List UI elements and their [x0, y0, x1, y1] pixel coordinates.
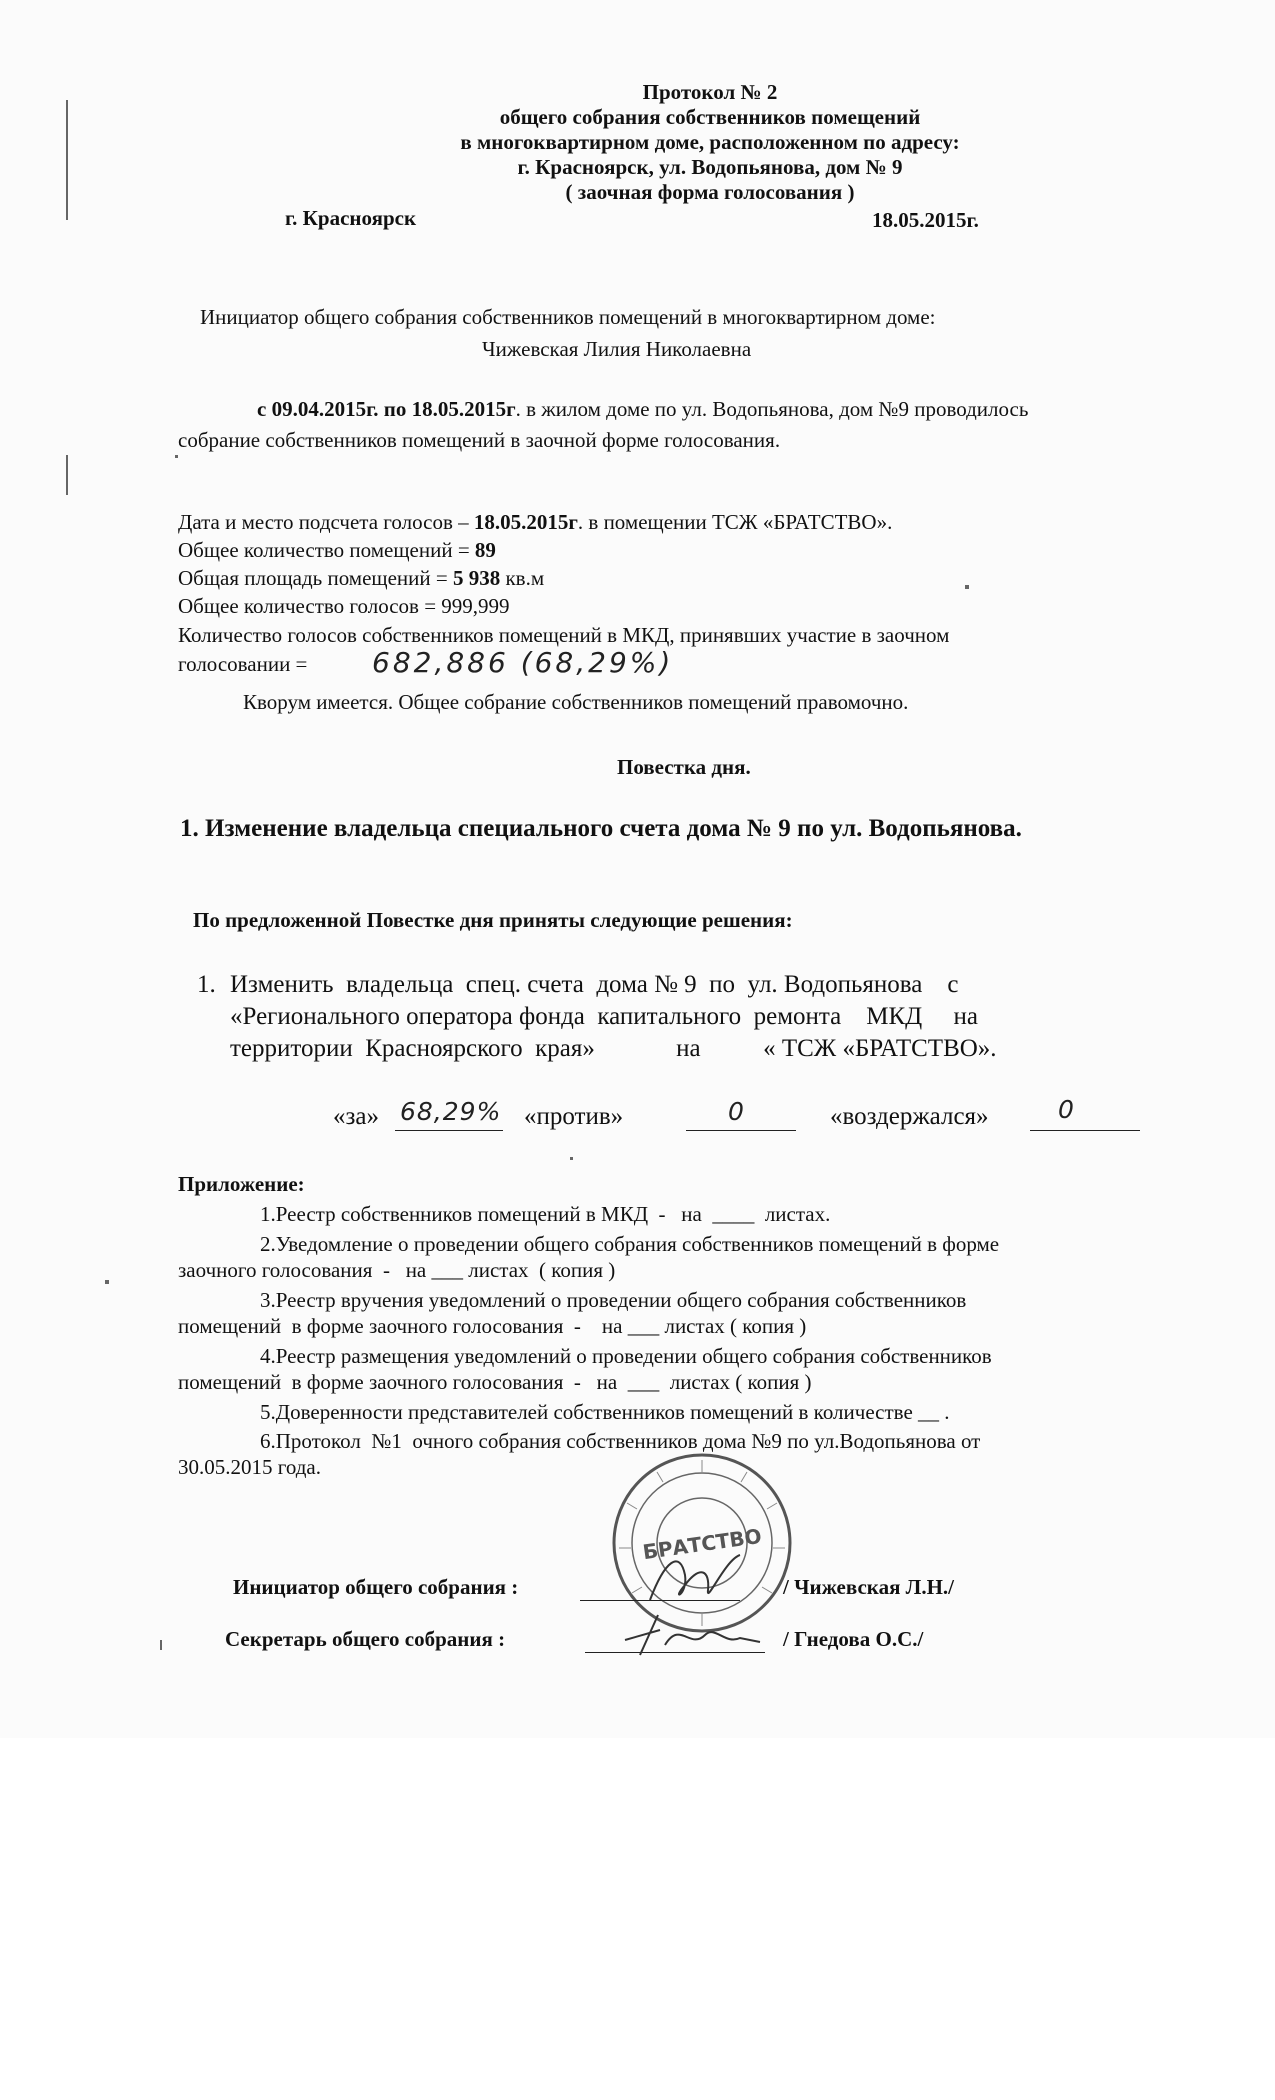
scan-edge-mark: [66, 455, 68, 495]
appendix-item: 3.Реестр вручения уведомлений о проведении общего собрания собственников: [260, 1288, 967, 1312]
appendix-item: 1.Реестр собственников помещений в МКД - на ____ листах.: [260, 1202, 831, 1226]
total-area: Общая площадь помещений = 5 938 кв.м: [178, 566, 545, 590]
count-date-place: Дата и место подсчета голосов – 18.05.2015г. в помещении ТСЖ «БРАТСТВО».: [178, 510, 893, 534]
appendix-item: 5.Доверенности представителей собственников помещений в количестве __ .: [260, 1400, 950, 1424]
appendix-item: 2.Уведомление о проведении общего собрания собственников помещений в форме: [260, 1232, 1000, 1256]
initiator-name: Чижевская Лилия Николаевна: [482, 337, 752, 361]
vote-against-value: 0: [728, 1097, 747, 1126]
secretary-sign-name: / Гнедова О.С./: [783, 1627, 924, 1651]
appendix-item-cont: помещений в форме заочного голосования - на ___ листах ( копия ): [178, 1370, 812, 1394]
vote-abstain-line: [1030, 1130, 1140, 1131]
voting-form: ( заочная форма голосования ): [565, 180, 855, 204]
vote-for-label: «за»: [333, 1103, 379, 1130]
vote-for-line: [395, 1130, 503, 1131]
appendix-item-cont: заочного голосования - на ___ листах ( копия ): [178, 1258, 616, 1282]
scan-speck: [965, 585, 969, 589]
agenda-item: 1. Изменение владельца специального счета дома № 9 по ул. Водопьянова.: [180, 815, 1022, 842]
protocol-subtitle: общего собрания собственников помещений: [499, 105, 921, 129]
vote-for-value: 68,29%: [400, 1097, 502, 1126]
protocol-address: г. Красноярск, ул. Водопьянова, дом № 9: [517, 155, 903, 179]
decision-line: территории Красноярского края» на « ТСЖ «БРАТСТВО».: [230, 1035, 997, 1062]
participated-handwritten: 682,886 (68,29%): [372, 646, 674, 679]
quorum-statement: Кворум имеется. Общее собрание собственников помещений правомочно.: [243, 690, 909, 714]
scan-speck: [570, 1157, 573, 1160]
secretary-signature-icon: [620, 1610, 770, 1660]
agenda-title: Повестка дня.: [617, 755, 751, 779]
secretary-sign-label: Секретарь общего собрания :: [225, 1627, 506, 1651]
meeting-period-cont: собрание собственников помещений в заочной форме голосования.: [178, 428, 781, 452]
total-votes: Общее количество голосов = 999,999: [178, 594, 510, 618]
appendix-item: 4.Реестр размещения уведомлений о проведении общего собрания собственников: [260, 1344, 992, 1368]
initiator-signature-icon: [640, 1540, 750, 1615]
appendix-item: 6.Протокол №1 очного собрания собственников дома №9 по ул.Водопьянова от: [260, 1429, 981, 1453]
initiator-sign-name: / Чижевская Л.Н./: [783, 1575, 954, 1599]
participated-votes-cont: голосовании =: [178, 652, 308, 676]
scan-speck: [175, 455, 178, 458]
stamp-text: БРАТСТВО: [641, 1523, 764, 1565]
decisions-title: По предложенной Повестке дня приняты следующие решения:: [193, 908, 793, 932]
header-date: 18.05.2015г.: [872, 208, 979, 232]
decision-number: 1.: [197, 971, 216, 998]
meeting-period: с 09.04.2015г. по 18.05.2015г. в жилом доме по ул. Водопьянова, дом №9 проводилось: [257, 397, 1029, 421]
initiator-line: Инициатор общего собрания собственников помещений в многоквартирном доме:: [200, 305, 936, 329]
vote-abstain-value: 0: [1058, 1095, 1077, 1124]
initiator-sign-label: Инициатор общего собрания :: [233, 1575, 519, 1599]
rooms-count: Общее количество помещений = 89: [178, 538, 496, 562]
header-city: г. Красноярск: [285, 206, 417, 230]
vote-against-label: «против»: [524, 1103, 624, 1130]
appendix-item-cont: помещений в форме заочного голосования - на ___ листах ( копия ): [178, 1314, 807, 1338]
protocol-subtitle: в многоквартирном доме, расположенном по адресу:: [460, 130, 960, 154]
participated-votes: Количество голосов собственников помещений в МКД, принявших участие в заочном: [178, 623, 950, 647]
vote-against-line: [686, 1130, 796, 1131]
scan-speck: [160, 1640, 162, 1650]
appendix-title: Приложение:: [178, 1172, 305, 1196]
appendix-item-cont: 30.05.2015 года.: [178, 1455, 321, 1479]
decision-line: Изменить владельца спец. счета дома № 9 по ул. Водопьянова с: [230, 971, 959, 998]
scan-speck: [105, 1280, 109, 1284]
decision-line: «Регионального оператора фонда капитального ремонта МКД на: [230, 1003, 978, 1030]
vote-abstain-label: «воздержался»: [830, 1103, 989, 1130]
protocol-title: Протокол № 2: [642, 80, 778, 104]
